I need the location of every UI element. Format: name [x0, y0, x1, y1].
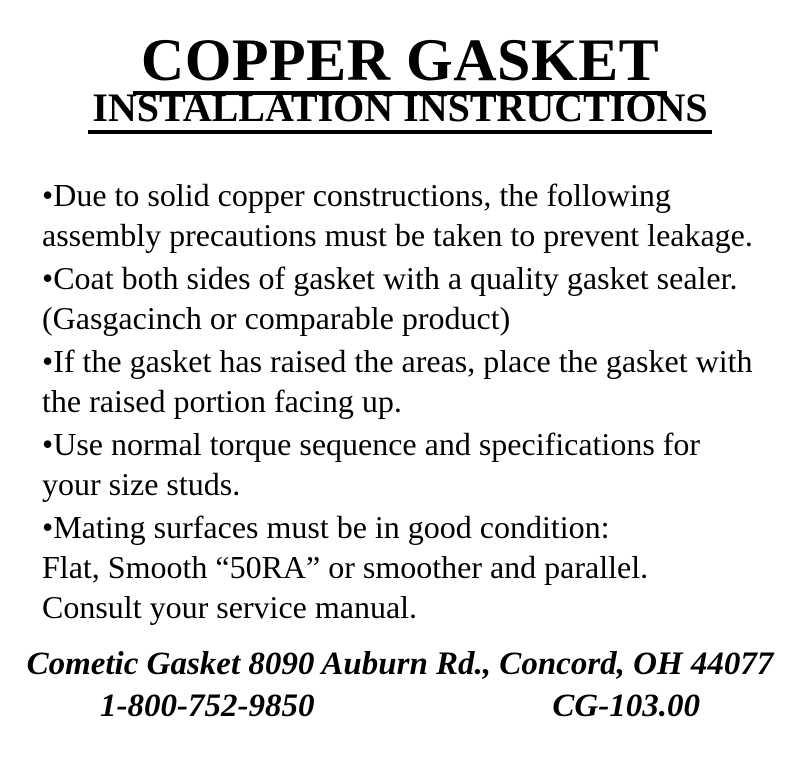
bullet-item-raised-areas	[42, 341, 790, 421]
footer-address: Cometic Gasket 8090 Auburn Rd., Concord, OH 44077	[26, 646, 774, 682]
bullet-line: your size studs.	[42, 466, 241, 502]
bullet-line: the raised portion facing up.	[42, 383, 402, 419]
bullet-line: assembly precautions must be taken to prevent leakage.	[42, 217, 753, 253]
bullet-line: •Coat both sides of gasket with a quality gasket sealer.	[42, 260, 738, 296]
instructions-list	[42, 175, 790, 627]
footer-phone-number: 1-800-752-9850	[100, 688, 315, 724]
bullet-item-mating-surfaces	[42, 507, 790, 627]
bullet-line: •If the gasket has raised the areas, place the gasket with	[42, 343, 753, 379]
document-footer	[0, 644, 800, 726]
bullet-item-torque-sequence	[42, 424, 790, 504]
bullet-line: •Due to solid copper constructions, the following	[42, 177, 671, 213]
bullet-item-gasket-sealer	[42, 258, 790, 338]
bullet-line: (Gasgacinch or comparable product)	[42, 300, 511, 336]
footer-contact-row	[0, 686, 800, 726]
document-title-text: COPPER GASKET	[133, 30, 667, 95]
bullet-item-solid-copper	[42, 175, 790, 255]
bullet-line: Consult your service manual.	[42, 589, 418, 625]
bullet-line: Flat, Smooth “50RA” or smoother and parallel.	[42, 549, 649, 585]
document-subtitle-text: INSTALLATION INSTRUCTIONS	[88, 88, 711, 134]
bullet-line: •Use normal torque sequence and specifications for	[42, 426, 701, 462]
document-header	[0, 0, 800, 134]
document-subtitle	[0, 85, 800, 134]
bullet-line: •Mating surfaces must be in good condition:	[42, 509, 610, 545]
footer-part-number: CG-103.00	[552, 688, 700, 724]
